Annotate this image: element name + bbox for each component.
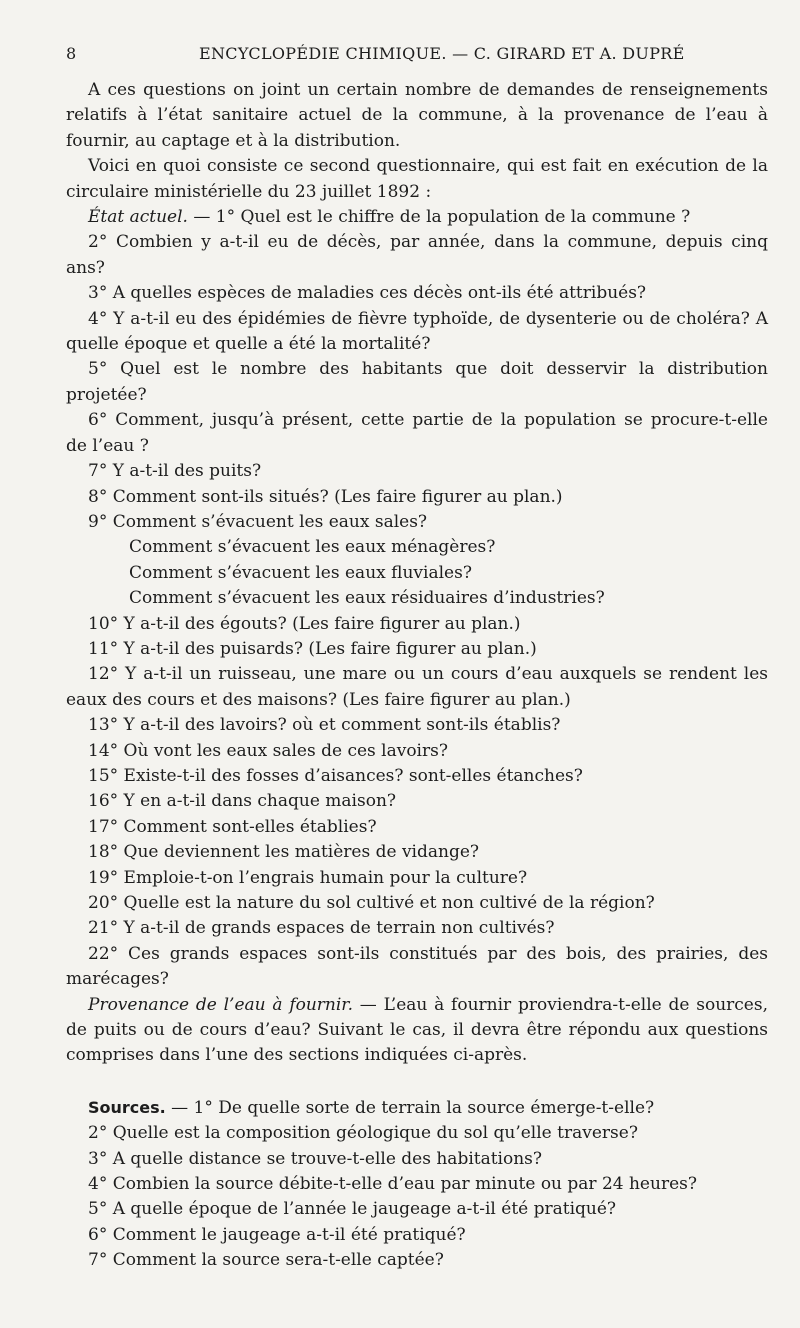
question-item: 4° Combien la source débite-t-elle d’eau par minute ou par 24 heures? (88, 1174, 697, 1195)
etat-actuel-paragraph (66, 205, 768, 230)
question-item: 16° Y en a-t-il dans chaque maison? (88, 791, 397, 812)
question-item: 13° Y a-t-il des lavoirs? où et comment sont-ils établis? (88, 715, 561, 736)
question-item: 18° Que deviennent les matières de vidange? (88, 842, 480, 863)
question-item: 5° A quelle époque de l’année le jaugeage a-t-il été pratiqué? (88, 1199, 617, 1220)
question-item: 15° Existe-t-il des fosses d’aisances? sont-elles étanches? (88, 765, 583, 786)
sources-paragraph (66, 1095, 768, 1121)
page-number: 8 (66, 44, 77, 63)
paragraph: Voici en quoi consiste ce second questionnaire, qui est fait en exécution de la circulaire ministérielle du 23 juillet 1892 : (66, 156, 768, 202)
page-header (66, 44, 766, 70)
sources-text: — 1° De quelle sorte de terrain la source émerge-t-elle? (165, 1097, 655, 1118)
question-item: 12° Y a-t-il un ruisseau, une mare ou un cours d’eau auxquels se rendent les eaux des cours et des maisons? (Les faire figurer au plan.) (66, 664, 768, 710)
etat-actuel-text: — 1° Quel est le chiffre de la population de la commune ? (187, 207, 691, 228)
sub-question-item: Comment s’évacuent les eaux fluviales? (129, 562, 472, 583)
section-label-etat-actuel: État actuel. (88, 207, 188, 228)
question-item: 2° Quelle est la composition géologique du sol qu’elle traverse? (88, 1123, 638, 1144)
running-title: ENCYCLOPÉDIE CHIMIQUE. — C. GIRARD ET A. DUPRÉ (199, 44, 685, 63)
sub-question-item: Comment s’évacuent les eaux ménagères? (129, 537, 496, 558)
question-item: 17° Comment sont-elles établies? (88, 816, 377, 837)
paragraph: A ces questions on joint un certain nombre de demandes de renseignements relatifs à l’état sanitaire actuel de la commune, à la provenance de l’eau à fournir, au captage et à la distribution. (66, 80, 768, 151)
section-gap (66, 1069, 768, 1095)
section-label-sources: Sources. (88, 1097, 166, 1117)
question-item: 11° Y a-t-il des puisards? (Les faire figurer au plan.) (88, 638, 537, 659)
question-item: 9° Comment s’évacuent les eaux sales? (88, 511, 428, 532)
question-item: 4° Y a-t-il eu des épidémies de fièvre typhoïde, de dysenterie ou de choléra? A quelle époque et quelle a été la mortalité? (66, 308, 768, 355)
section-label-provenance: Provenance de l’eau à fournir. (88, 994, 353, 1015)
sub-question-item: Comment s’évacuent les eaux résiduaires d’industries? (129, 588, 605, 609)
question-item: 7° Comment la source sera-t-elle captée? (88, 1250, 444, 1271)
question-item: 10° Y a-t-il des égouts? (Les faire figurer au plan.) (88, 613, 521, 634)
question-item: 21° Y a-t-il de grands espaces de terrain non cultivés? (88, 918, 555, 939)
provenance-text: — L’eau à fournir proviendra-t-elle de sources, de puits ou de cours d’eau? Suivant le cas, il devra être répondu aux questions comprises dans l’une des sections indiquées ci-après. (66, 994, 768, 1066)
question-item: 3° A quelle distance se trouve-t-elle des habitations? (88, 1148, 543, 1169)
question-item: 20° Quelle est la nature du sol cultivé et non cultivé de la région? (88, 893, 655, 913)
question-item: 5° Quel est le nombre des habitants que doit desservir la distribution projetée? (66, 359, 768, 405)
question-item: 8° Comment sont-ils situés? (Les faire figurer au plan.) (88, 486, 563, 507)
question-item: 2° Combien y a-t-il eu de décès, par année, dans la commune, depuis cinq ans? (66, 232, 768, 278)
question-item: 14° Où vont les eaux sales de ces lavoirs? (88, 740, 448, 761)
question-item: 7° Y a-t-il des puits? (88, 461, 262, 482)
question-item: 19° Emploie-t-on l’engrais humain pour la culture? (88, 867, 528, 888)
question-item: 22° Ces grands espaces sont-ils constitués par des bois, des prairies, des marécages? (66, 943, 768, 990)
page-body (66, 78, 768, 1274)
question-item: 6° Comment, jusqu’à présent, cette partie de la population se procure-t-elle de l’eau ? (66, 410, 768, 456)
question-item: 6° Comment le jaugeage a-t-il été pratiqué? (88, 1224, 466, 1245)
question-item: 3° A quelles espèces de maladies ces décès ont-ils été attribués? (88, 283, 647, 304)
provenance-paragraph (66, 993, 768, 1069)
